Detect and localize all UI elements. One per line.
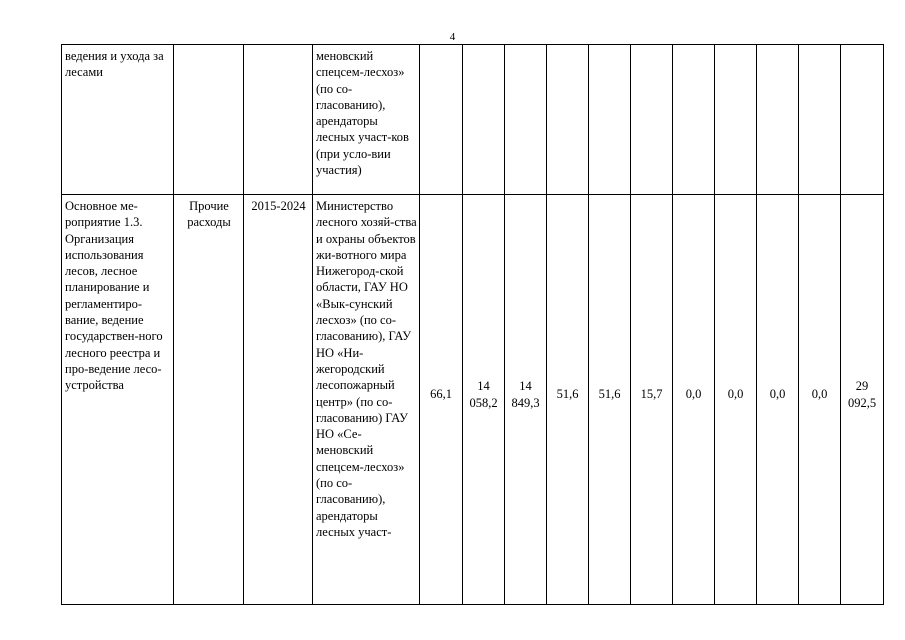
period-cell: 2015-2024 — [244, 195, 313, 605]
value-cell — [715, 45, 757, 195]
activity-name-cell: ведения и ухода за лесами — [62, 45, 174, 195]
table-row — [62, 45, 884, 195]
executor-cell: Министерство лесного хозяй-ства и охраны объектов жи-вотного мира Нижегород-ской области, ГАУ НО «Вык-сунский лесхоз» (по со-гласованию), ГАУ НО «Ни-жегородский лесопожарный центр» (по со-гласованию) ГАУ НО «Се-меновский спецсем-лесхоз» (по со-гласованию), арендаторы лесных участ- — [313, 195, 420, 605]
program-table — [61, 44, 884, 605]
value-cell — [505, 45, 547, 195]
page-number: 4 — [449, 31, 456, 43]
activity-name-cell: Основное ме-роприятие 1.3. Организация использования лесов, лесное планирование и регламентиро-вание, ведение государствен-ного лесного реестра и про-ведение лесо-устройства — [62, 195, 174, 605]
table-row — [62, 195, 884, 605]
cost-type-cell: Прочие расходы — [174, 195, 244, 605]
value-cell: 0,0 — [757, 195, 799, 605]
value-cell: 51,6 — [589, 195, 631, 605]
value-cell — [463, 45, 505, 195]
executor-cell: меновский спецсем-лесхоз» (по со-гласованию), арендаторы лесных участ-ков (при усло-вии участия) — [313, 45, 420, 195]
cost-type-cell — [174, 45, 244, 195]
period-cell — [244, 45, 313, 195]
value-cell — [420, 45, 463, 195]
value-cell: 15,7 — [631, 195, 673, 605]
value-cell: 29 092,5 — [841, 195, 884, 605]
value-cell — [547, 45, 589, 195]
value-cell — [673, 45, 715, 195]
value-cell: 0,0 — [799, 195, 841, 605]
value-cell: 14 058,2 — [463, 195, 505, 605]
value-cell — [631, 45, 673, 195]
value-cell — [841, 45, 884, 195]
value-cell: 0,0 — [715, 195, 757, 605]
value-cell — [589, 45, 631, 195]
value-cell: 0,0 — [673, 195, 715, 605]
value-cell: 51,6 — [547, 195, 589, 605]
value-cell: 66,1 — [420, 195, 463, 605]
value-cell — [799, 45, 841, 195]
value-cell: 14 849,3 — [505, 195, 547, 605]
value-cell — [757, 45, 799, 195]
